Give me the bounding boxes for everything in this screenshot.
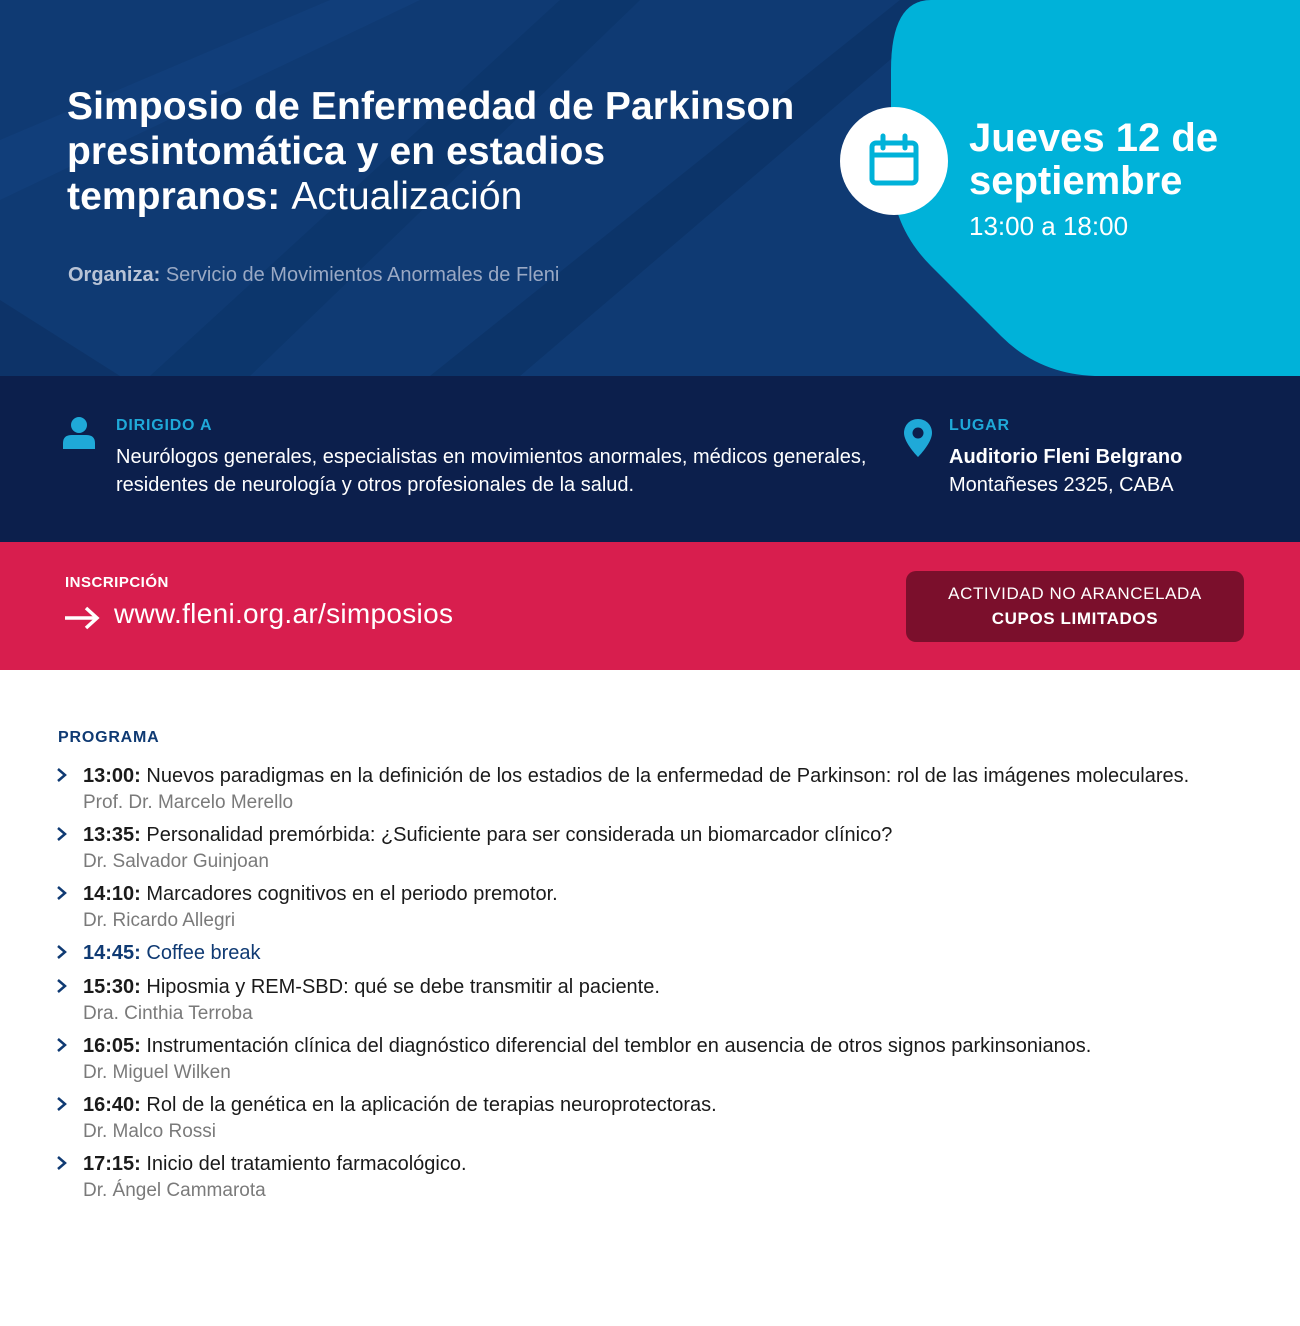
program-item-text — [83, 763, 1256, 790]
program-speaker: Dr. Miguel Wilken — [83, 1062, 231, 1083]
program-time: 14:45: — [83, 942, 141, 964]
venue-name: Auditorio Fleni Belgrano — [949, 446, 1183, 468]
audience-text: Neurólogos generales, especialistas en movimientos anormales, médicos generales, residentes de neurología y otros profesionales de la salud. — [116, 446, 867, 496]
program-speaker: Dr. Malco Rossi — [83, 1121, 217, 1142]
program-time: 13:00: — [83, 765, 141, 787]
program-item-break — [56, 940, 1256, 967]
program-time: 17:15: — [83, 1153, 141, 1175]
program-topic: Instrumentación clínica del diagnóstico diferencial del temblor en ausencia de otros signos parkinsonianos. — [146, 1035, 1092, 1057]
program-speaker: Dr. Ángel Cammarota — [83, 1180, 266, 1201]
registration-link[interactable]: www.fleni.org.ar/simposios — [114, 598, 454, 629]
calendar-badge — [840, 107, 948, 215]
program-item — [56, 1033, 1256, 1085]
chevron-right-icon — [56, 826, 68, 842]
program-time: 15:30: — [83, 976, 141, 998]
program-item-text — [83, 881, 1256, 908]
hero-banner — [0, 0, 1300, 376]
program-list — [56, 763, 1256, 1210]
title-bold: Simposio de Enfermedad de Parkinson presintomática y en estadios tempranos: — [67, 85, 795, 218]
info-band — [0, 376, 1300, 542]
badge-line-1: ACTIVIDAD NO ARANCELADA — [948, 584, 1202, 603]
program-item-text — [83, 822, 1256, 849]
program-topic: Nuevos paradigmas en la definición de los estadios de la enfermedad de Parkinson: rol de las imágenes moleculares. — [146, 765, 1190, 787]
program-item — [56, 1092, 1256, 1144]
program-speaker: Dra. Cinthia Terroba — [83, 1003, 253, 1024]
program-item — [56, 881, 1256, 933]
chevron-right-icon — [56, 1096, 68, 1112]
venue-address: Montañeses 2325, CABA — [949, 474, 1174, 496]
program-speaker: Dr. Salvador Guinjoan — [83, 851, 269, 872]
event-date: Jueves 12 de septiembre — [969, 116, 1219, 203]
audience-label: DIRIGIDO A — [116, 417, 213, 434]
location-pin-icon — [904, 419, 932, 457]
program-topic: Marcadores cognitivos en el periodo premotor. — [146, 883, 558, 905]
program-item — [56, 974, 1256, 1026]
program-item-text — [83, 1092, 1256, 1119]
title-light: Actualización — [291, 175, 523, 218]
organizer — [68, 264, 559, 287]
program-topic: Hiposmia y REM-SBD: qué se debe transmitir al paciente. — [146, 976, 660, 998]
program-item — [56, 822, 1256, 874]
program-item-text — [83, 1151, 1256, 1178]
program-item — [56, 763, 1256, 815]
registration-band — [0, 542, 1300, 670]
registration-label: INSCRIPCIÓN — [65, 574, 169, 591]
chevron-right-icon — [56, 767, 68, 783]
program-topic: Rol de la genética en la aplicación de terapias neuroprotectoras. — [146, 1094, 717, 1116]
person-icon — [62, 416, 96, 450]
program-speaker: Dr. Ricardo Allegri — [83, 910, 236, 931]
program-topic: Personalidad premórbida: ¿Suficiente para ser considerada un biomarcador clínico? — [146, 824, 893, 846]
program-title: PROGRAMA — [58, 729, 160, 746]
chevron-right-icon — [56, 944, 68, 960]
chevron-right-icon — [56, 978, 68, 994]
calendar-icon — [866, 133, 922, 189]
program-topic: Coffee break — [146, 942, 261, 964]
program-item — [56, 1151, 1256, 1203]
chevron-right-icon — [56, 1037, 68, 1053]
program-item-text — [83, 974, 1256, 1001]
program-time: 14:10: — [83, 883, 141, 905]
program-item-text — [83, 1033, 1256, 1060]
chevron-right-icon — [56, 885, 68, 901]
event-title — [67, 84, 827, 219]
venue-label: LUGAR — [949, 417, 1010, 434]
program-topic: Inicio del tratamiento farmacológico. — [146, 1153, 467, 1175]
organizer-label: Organiza: — [68, 264, 161, 286]
event-time: 13:00 a 18:00 — [969, 211, 1129, 241]
arrow-right-icon — [64, 606, 100, 630]
badge-line-2: CUPOS LIMITADOS — [991, 609, 1159, 628]
program-time: 16:05: — [83, 1035, 141, 1057]
program-speaker: Prof. Dr. Marcelo Merello — [83, 792, 294, 813]
organizer-text: Servicio de Movimientos Anormales de Fleni — [165, 264, 560, 286]
chevron-right-icon — [56, 1155, 68, 1171]
program-item-text — [83, 940, 1256, 967]
program-time: 16:40: — [83, 1094, 141, 1116]
program-time: 13:35: — [83, 824, 141, 846]
cupos-badge — [906, 571, 1244, 642]
